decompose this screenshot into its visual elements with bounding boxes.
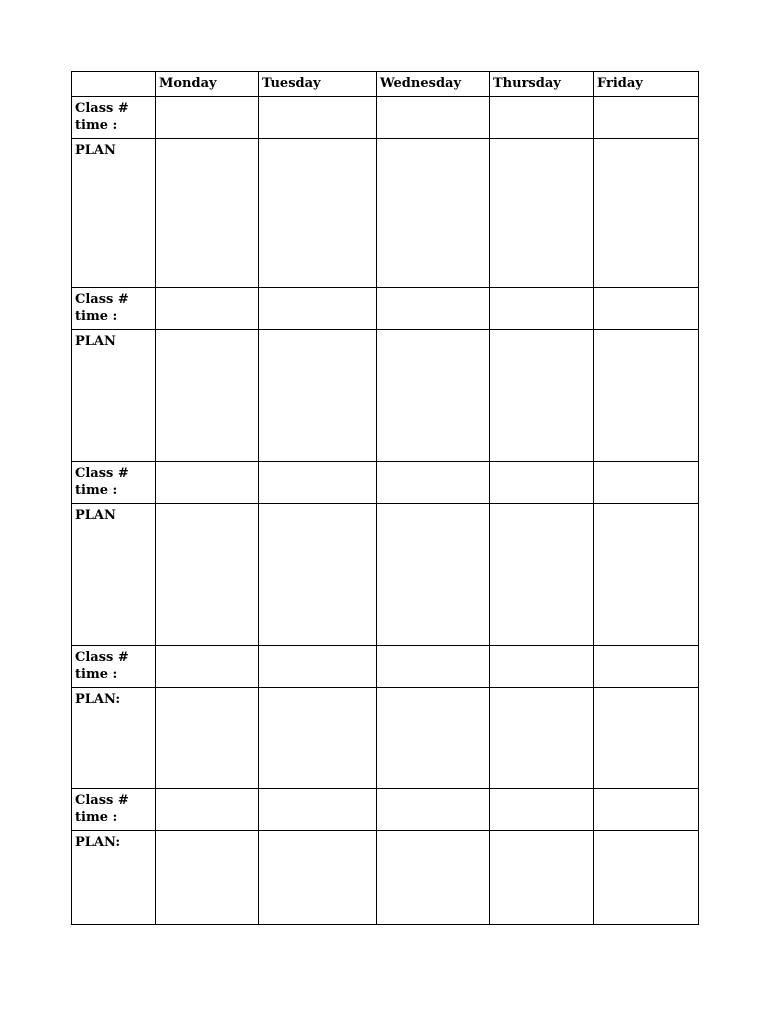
class-cell-thursday[interactable] xyxy=(490,462,594,504)
plan-cell-thursday[interactable] xyxy=(490,831,594,925)
plan-cell-tuesday[interactable] xyxy=(259,504,377,646)
class-cell-friday[interactable] xyxy=(594,97,699,139)
plan-label: PLAN xyxy=(72,504,156,646)
class-cell-wednesday[interactable] xyxy=(377,97,490,139)
plan-row xyxy=(72,688,699,789)
plan-label: PLAN: xyxy=(72,688,156,789)
plan-cell-thursday[interactable] xyxy=(490,139,594,288)
class-cell-thursday[interactable] xyxy=(490,646,594,688)
class-cell-tuesday[interactable] xyxy=(259,462,377,504)
class-cell-wednesday[interactable] xyxy=(377,789,490,831)
plan-label: PLAN: xyxy=(72,831,156,925)
plan-cell-tuesday[interactable] xyxy=(259,139,377,288)
plan-cell-monday[interactable] xyxy=(156,831,259,925)
plan-cell-monday[interactable] xyxy=(156,504,259,646)
class-cell-monday[interactable] xyxy=(156,646,259,688)
plan-cell-thursday[interactable] xyxy=(490,330,594,462)
plan-cell-tuesday[interactable] xyxy=(259,831,377,925)
class-cell-wednesday[interactable] xyxy=(377,646,490,688)
class-time-label: Class # time : xyxy=(72,288,156,330)
class-row xyxy=(72,646,699,688)
class-cell-tuesday[interactable] xyxy=(259,646,377,688)
plan-row xyxy=(72,504,699,646)
plan-cell-monday[interactable] xyxy=(156,330,259,462)
day-header-monday: Monday xyxy=(156,72,259,97)
plan-cell-friday[interactable] xyxy=(594,139,699,288)
plan-cell-wednesday[interactable] xyxy=(377,831,490,925)
header-row xyxy=(72,72,699,97)
class-time-label: Class # time : xyxy=(72,789,156,831)
class-cell-tuesday[interactable] xyxy=(259,288,377,330)
plan-cell-friday[interactable] xyxy=(594,504,699,646)
plan-row xyxy=(72,139,699,288)
class-cell-monday[interactable] xyxy=(156,789,259,831)
plan-row xyxy=(72,831,699,925)
class-row xyxy=(72,789,699,831)
class-cell-wednesday[interactable] xyxy=(377,288,490,330)
class-time-label: Class # time : xyxy=(72,462,156,504)
class-cell-friday[interactable] xyxy=(594,462,699,504)
day-header-friday: Friday xyxy=(594,72,699,97)
class-cell-wednesday[interactable] xyxy=(377,462,490,504)
class-row xyxy=(72,288,699,330)
day-header-thursday: Thursday xyxy=(490,72,594,97)
plan-label: PLAN xyxy=(72,330,156,462)
class-row xyxy=(72,97,699,139)
plan-cell-tuesday[interactable] xyxy=(259,688,377,789)
class-cell-monday[interactable] xyxy=(156,462,259,504)
plan-cell-tuesday[interactable] xyxy=(259,330,377,462)
plan-cell-friday[interactable] xyxy=(594,330,699,462)
class-cell-monday[interactable] xyxy=(156,288,259,330)
day-header-tuesday: Tuesday xyxy=(259,72,377,97)
class-cell-friday[interactable] xyxy=(594,646,699,688)
class-time-label: Class # time : xyxy=(72,646,156,688)
plan-cell-thursday[interactable] xyxy=(490,688,594,789)
plan-cell-friday[interactable] xyxy=(594,688,699,789)
class-cell-tuesday[interactable] xyxy=(259,97,377,139)
plan-cell-friday[interactable] xyxy=(594,831,699,925)
plan-cell-wednesday[interactable] xyxy=(377,139,490,288)
plan-cell-monday[interactable] xyxy=(156,139,259,288)
day-header-wednesday: Wednesday xyxy=(377,72,490,97)
class-cell-monday[interactable] xyxy=(156,97,259,139)
class-time-label: Class # time : xyxy=(72,97,156,139)
plan-cell-wednesday[interactable] xyxy=(377,688,490,789)
plan-cell-wednesday[interactable] xyxy=(377,504,490,646)
corner-cell xyxy=(72,72,156,97)
class-cell-thursday[interactable] xyxy=(490,97,594,139)
weekly-lesson-planner-table xyxy=(71,71,699,925)
class-cell-tuesday[interactable] xyxy=(259,789,377,831)
class-cell-thursday[interactable] xyxy=(490,789,594,831)
plan-cell-monday[interactable] xyxy=(156,688,259,789)
plan-cell-thursday[interactable] xyxy=(490,504,594,646)
class-row xyxy=(72,462,699,504)
plan-label: PLAN xyxy=(72,139,156,288)
class-cell-friday[interactable] xyxy=(594,288,699,330)
class-cell-friday[interactable] xyxy=(594,789,699,831)
class-cell-thursday[interactable] xyxy=(490,288,594,330)
plan-cell-wednesday[interactable] xyxy=(377,330,490,462)
plan-row xyxy=(72,330,699,462)
